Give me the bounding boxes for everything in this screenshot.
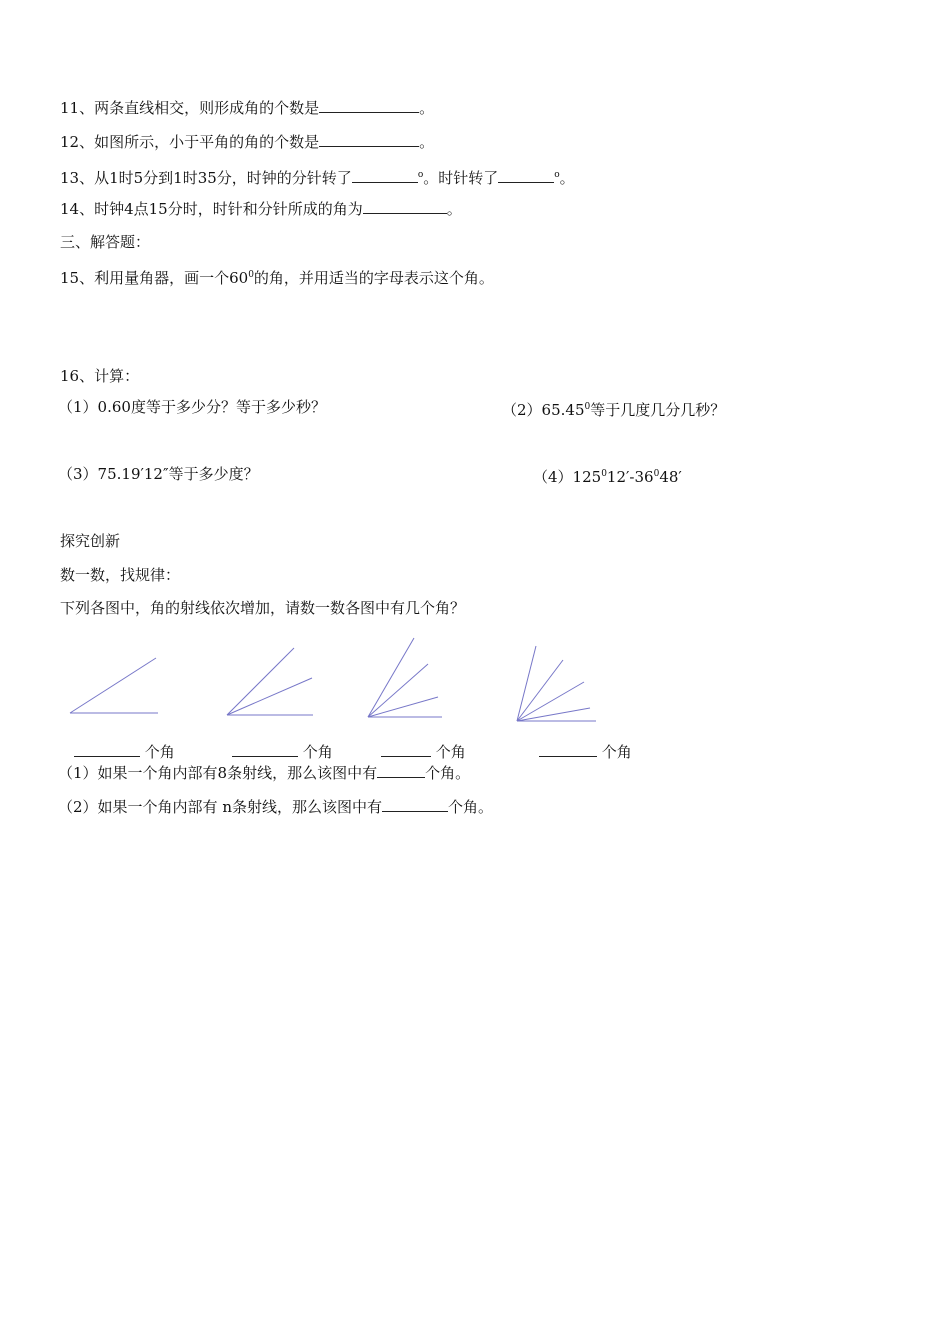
explore-sub-2 <box>58 797 493 817</box>
question-15-post: 的角，并用适当的字母表示这个角。 <box>253 269 494 287</box>
degree-mark: 0 <box>248 270 254 280</box>
explore-sub-1 <box>58 763 470 783</box>
explore-title: 探究创新 <box>60 532 121 550</box>
answer-blank[interactable] <box>232 742 298 757</box>
period: 。 <box>446 200 462 218</box>
question-16-part-2 <box>502 397 725 420</box>
ray <box>368 697 438 717</box>
sub-2-pre: （2）如果一个角内部有 n条射线，那么该图中有 <box>58 798 382 816</box>
answer-blank-hour[interactable] <box>498 168 554 183</box>
part-2-pre: （2）65.45 <box>502 401 585 419</box>
ray <box>70 658 156 713</box>
angle-figure-4 <box>510 640 605 725</box>
answer-suffix: 个角 <box>144 743 175 761</box>
question-16-part-1: （1）0.60度等于多少分？等于多少秒？ <box>58 398 326 416</box>
ray <box>517 646 536 721</box>
question-11 <box>60 98 434 118</box>
period: 。 <box>419 133 435 151</box>
question-13-text: 13、从1时5分到1时35分，时钟的分针转了 <box>60 169 352 187</box>
degree-mark: 0 <box>601 469 607 479</box>
angle-figure-3 <box>362 632 452 722</box>
figure-4-answer <box>539 742 632 762</box>
question-15-pre: 15、利用量角器，画一个60 <box>60 269 249 287</box>
answer-blank[interactable] <box>539 742 597 757</box>
ray <box>227 678 312 715</box>
period: 。 <box>559 169 575 187</box>
answer-blank[interactable] <box>319 98 419 113</box>
question-16-part-3: （3）75.19′12″等于多少度？ <box>58 465 259 483</box>
answer-blank[interactable] <box>74 742 140 757</box>
answer-blank-minute[interactable] <box>352 168 418 183</box>
degree-mark: 0 <box>653 469 660 479</box>
degree-mark: o <box>417 170 424 180</box>
explore-instruction: 下列各图中，角的射线依次增加，请数一数各图中有几个角？ <box>60 599 466 617</box>
figure-3-answer <box>381 742 466 762</box>
section-heading: 三、解答题： <box>60 233 151 251</box>
answer-blank[interactable] <box>377 763 425 778</box>
question-12 <box>60 132 434 152</box>
angle-figure-2 <box>220 640 330 720</box>
sub-2-post: 个角。 <box>447 798 493 816</box>
angle-figure-1 <box>60 650 170 720</box>
part-4-mid: 12′-36 <box>606 468 654 486</box>
question-16-part-4 <box>533 464 682 487</box>
ray <box>368 638 414 717</box>
answer-blank[interactable] <box>382 797 448 812</box>
answer-blank[interactable] <box>319 132 419 147</box>
answer-suffix: 个角 <box>601 743 632 761</box>
question-15 <box>60 265 494 288</box>
answer-blank[interactable] <box>381 742 431 757</box>
question-12-text: 12、如图所示，小于平角的角的个数是 <box>60 133 320 151</box>
question-13-mid: 。时针转了 <box>423 169 499 187</box>
answer-suffix: 个角 <box>302 743 333 761</box>
period: 。 <box>419 99 435 117</box>
answer-suffix: 个角 <box>435 743 466 761</box>
part-4-post: 48′ <box>659 468 682 486</box>
answer-blank[interactable] <box>363 199 447 214</box>
question-14 <box>60 199 462 219</box>
part-4-pre: （4）125 <box>533 468 602 486</box>
degree-mark: o <box>554 170 560 180</box>
explore-subtitle: 数一数，找规律： <box>60 566 181 584</box>
part-2-post: 等于几度几分几秒？ <box>590 401 726 419</box>
ray <box>227 648 294 715</box>
ray <box>517 660 563 721</box>
question-13 <box>60 165 575 188</box>
figure-1-answer <box>74 742 175 762</box>
question-11-text: 11、两条直线相交，则形成角的个数是 <box>60 99 320 117</box>
question-14-text: 14、时钟4点15分时，时针和分针所成的角为 <box>60 200 363 218</box>
sub-1-pre: （1）如果一个角内部有8条射线，那么该图中有 <box>58 764 378 782</box>
question-16-title: 16、计算： <box>60 367 140 385</box>
sub-1-post: 个角。 <box>425 764 471 782</box>
figure-2-answer <box>232 742 333 762</box>
degree-mark: 0 <box>584 402 591 412</box>
ray <box>368 664 428 717</box>
